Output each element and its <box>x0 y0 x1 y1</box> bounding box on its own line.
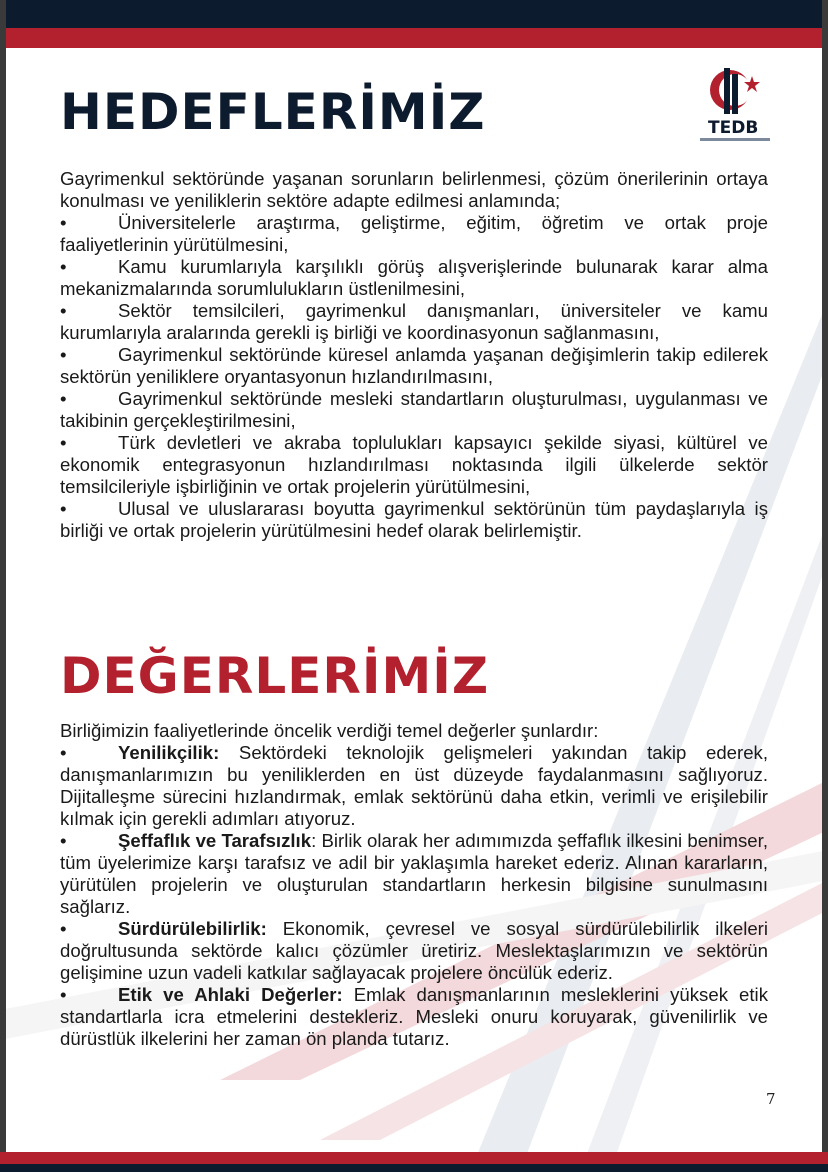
goals-intro: Gayrimenkul sektöründe yaşanan sorunların belirlenmesi, çözüm önerilerinin ortaya konulması ve yeniliklerin sektöre adapte edilmesi anlamında; <box>60 168 768 211</box>
values-intro: Birliğimizin faaliyetlerinde öncelik verdiği temel değerler şunlardır: <box>60 720 599 741</box>
page-number: 7 <box>766 1090 776 1108</box>
value-item: • Etik ve Ahlaki Değerler: Emlak danışmanlarının mesleklerini yüksek etik standartlarla icra etmelerini destekleriz. Mesleki onuru koruyarak, güvenilirlik ve dürüstlük ilkelerini her zaman ön planda tutarız. <box>60 984 768 1049</box>
values-body <box>60 720 768 1050</box>
goal-item: • Gayrimenkul sektöründe mesleki standartların oluşturulması, uygulanması ve takibinin gerçekleştirilmesini, <box>60 388 768 431</box>
logo-subline <box>700 138 770 141</box>
value-item: • Yenilikçilik: Sektördeki teknolojik gelişmeleri yakından takip ederek, danışmanlarımızın bu yeniliklerden en üst düzeyde faydalanmasını sağlıyoruz. Dijitalleşme sürecini hızlandırmak, emlak sektörünü daha etkin, verimli ve erişilebilir kılmak için gerekli adımları atıyoruz. <box>60 742 768 829</box>
logo-text: TEDB <box>708 118 759 138</box>
right-edge <box>822 0 828 1172</box>
goal-item: • Gayrimenkul sektöründe küresel anlamda yaşanan değişimlerin takip edilerek sektörün yeniliklere oryantasyonun hızlandırılmasını, <box>60 344 768 387</box>
top-red-bar <box>6 28 822 48</box>
goals-body <box>60 168 768 542</box>
top-navy-bar <box>0 0 828 28</box>
values-heading: DEĞERLERİMİZ <box>60 647 490 705</box>
left-edge <box>0 0 6 1172</box>
goal-item: • Sektör temsilcileri, gayrimenkul danışmanları, üniversiteler ve kamu kurumlarıyla aralarında gerekli iş birliği ve koordinasyonun sağlanmasını, <box>60 300 768 343</box>
goal-item: • Türk devletleri ve akraba toplulukları kapsayıcı şekilde siyasi, kültürel ve ekonomik entegrasyonun hızlandırılması noktasında ilgili ülkelerde sektör temsilcileriyle işbirliğinin ve ortak projelerin yürütülmesini, <box>60 432 768 497</box>
goal-item: • Üniversitelerle araştırma, geliştirme, eğitim, öğretim ve ortak proje faaliyetlerinin yürütülmesini, <box>60 212 768 255</box>
value-item: • Şeffaflık ve Tarafsızlık: Birlik olarak her adımımızda şeffaflık ilkesini benimser, tüm üyelerimize karşı tarafsız ve adil bir yaklaşımla hareket ederiz. Alınan kararların, yürütülen projelerin ve oluşturulan standartların herkesin bilgisine sunulmasını sağlarız. <box>60 830 768 917</box>
goal-item: • Ulusal ve uluslararası boyutta gayrimenkul sektörünün tüm paydaşlarıyla iş birliği ve ortak projelerin yürütülmesini hedef olarak belirlemiştir. <box>60 498 768 541</box>
value-item: • Sürdürülebilirlik: Ekonomik, çevresel ve sosyal sürdürülebilirlik ilkeleri doğrultusunda sektörde kalıcı çözümler üretiriz. Meslektaşlarımızın ve sektörün gelişimine uzun vadeli katkılar sağlayacak projelere öncülük ederiz. <box>60 918 768 983</box>
goals-heading: HEDEFLERİMİZ <box>60 83 486 141</box>
bottom-navy-bar <box>0 1164 828 1172</box>
goal-item: • Kamu kurumlarıyla karşılıklı görüş alışverişlerinde bulunarak karar alma mekanizmalarında sorumlulukların üstlenilmesini, <box>60 256 768 299</box>
